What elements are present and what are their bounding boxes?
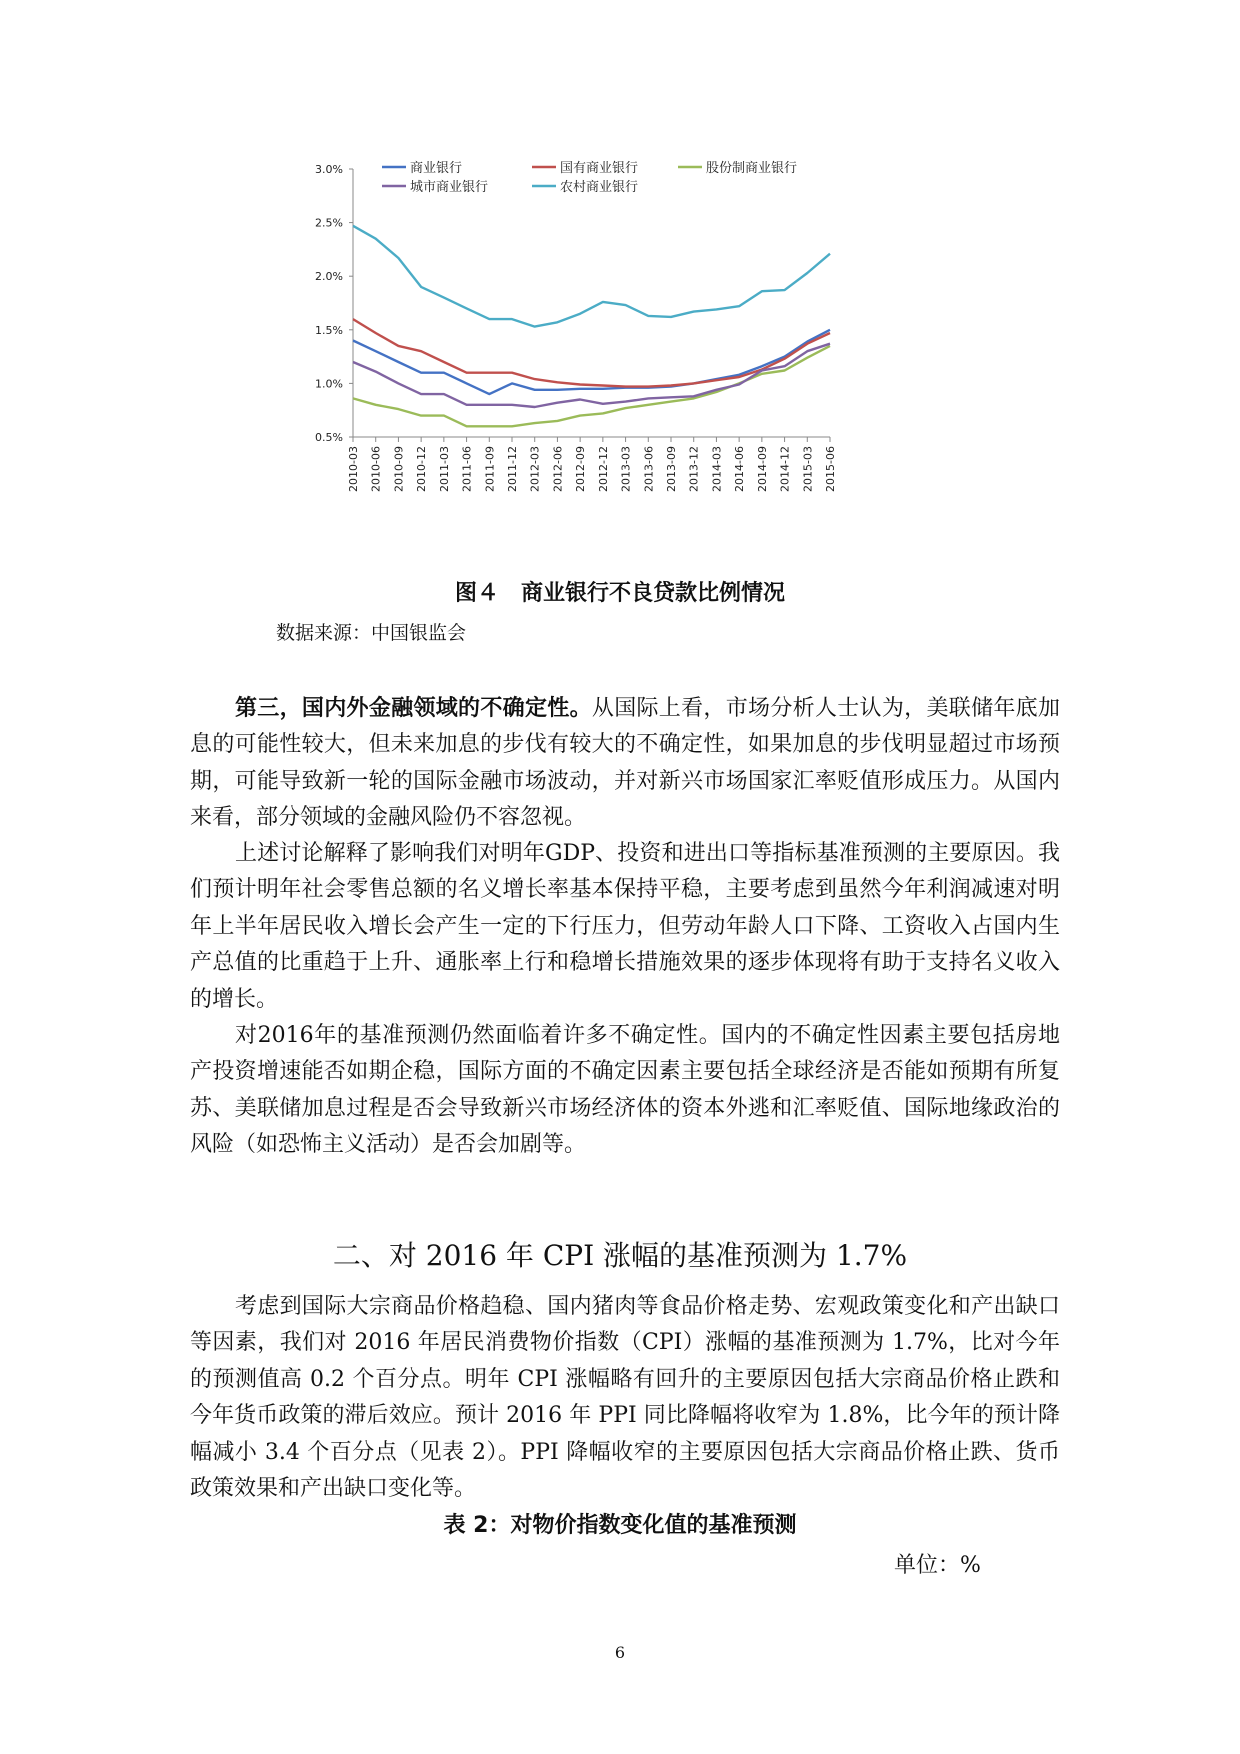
x-tick-label: 2014-12: [778, 446, 792, 492]
x-tick-label: 2015-03: [801, 446, 815, 492]
legend-label: 城市商业银行: [410, 180, 489, 195]
y-tick-label: 3.0%: [315, 163, 343, 176]
x-tick-label: 2010-12: [415, 446, 429, 492]
y-tick-label: 0.5%: [315, 431, 343, 444]
paragraph-forecast-uncertainty: 对2016年的基准预测仍然面临着许多不确定性。国内的不确定性因素主要包括房地产投资增速能否如期企稳，国际方面的不确定因素主要包括全球经济是否能如预期有所复苏、美联储加息过程是否会导致新兴市场经济体的资本外逃和汇率贬值、国际地缘政治的风险（如恐怖主义活动）是否会加剧等。: [190, 1023, 1060, 1158]
x-tick-label: 2015-06: [824, 446, 837, 492]
data-source: 数据来源：中国银监会: [276, 622, 467, 644]
y-tick-label: 2.0%: [315, 270, 343, 284]
paragraph-uncertainty: [190, 690, 1060, 837]
unit-label: 单位：%: [894, 1553, 981, 1578]
x-tick-label: 2011-06: [460, 446, 474, 492]
paragraph-text: 从国际上看，市场分析人士认为，美联储年底加息的可能性较大，但未来加息的步伐有较大的不确定性，如果加息的步伐明显超过市场预期，可能导致新一轮的国际金融市场波动，并对新兴市场国家汇率贬值形成压力。从国内来看，部分领域的金融风险仍不容忽视。: [190, 696, 1060, 831]
x-tick-label: 2012-06: [551, 446, 565, 492]
section-heading: 二、对 2016 年 CPI 涨幅的基准预测为 1.7%: [332, 1239, 908, 1272]
x-tick-label: 2010-03: [347, 446, 360, 492]
line-chart-svg: [300, 150, 960, 570]
page-number: 6: [614, 1643, 626, 1662]
x-tick-label: 2010-06: [369, 446, 383, 492]
y-tick-label: 1.0%: [315, 377, 343, 391]
legend-label: 国有商业银行: [560, 161, 639, 176]
series-line: [353, 226, 830, 327]
x-tick-label: 2014-06: [733, 446, 747, 492]
x-tick-label: 2011-03: [437, 446, 451, 492]
y-tick-label: 2.5%: [315, 216, 343, 230]
x-tick-label: 2011-12: [506, 446, 519, 492]
x-tick-label: 2014-09: [755, 446, 769, 492]
x-tick-label: 2012-09: [574, 446, 588, 492]
x-tick-label: 2010-09: [392, 446, 406, 492]
figure-caption: 图４ 商业银行不良贷款比例情况: [454, 581, 785, 606]
x-tick-label: 2013-06: [642, 446, 656, 492]
npl-ratio-chart: [300, 150, 960, 570]
paragraph-discussion: 上述讨论解释了影响我们对明年GDP、投资和进出口等指标基准预测的主要原因。我们预计明年社会零售总额的名义增长率基本保持平稳，主要考虑到虽然今年利润减速对明年上半年居民收入增长会产生一定的下行压力，但劳动年龄人口下降、工资收入占国内生产总值的比重趋于上升、通胀率上行和稳增长措施效果的逐步体现将有助于支持名义收入的增长。: [190, 841, 1060, 1012]
x-tick-label: 2011-09: [483, 446, 497, 492]
x-tick-label: 2013-03: [619, 446, 633, 492]
legend-label: 商业银行: [410, 161, 463, 176]
paragraph-lead: 第三，国内外金融领域的不确定性。: [235, 695, 592, 721]
y-tick-label: 1.5%: [315, 323, 343, 337]
table-caption: 表 2：对物价指数变化值的基准预测: [443, 1513, 797, 1538]
paragraph-cpi-forecast: 考虑到国际大宗商品价格趋稳、国内猪肉等食品价格走势、宏观政策变化和产出缺口等因素，我们对 2016 年居民消费物价指数（CPI）涨幅的基准预测为 1.7%，比对今年的预测值高 0.2 个百分点。明年 CPI 涨幅略有回升的主要原因包括大宗商品价格止跌和今年货币政策的滞后效应。预计 2016 年 PPI 同比降幅将收窄为 1.8%，比今年的预计降幅减小 3.4 个百分点（见表 2）。PPI 降幅收窄的主要原因包括大宗商品价格止跌、货币政策效果和产出缺口变化等。: [190, 1294, 1060, 1502]
x-tick-label: 2014-03: [710, 446, 724, 492]
legend-label: 农村商业银行: [560, 180, 639, 195]
x-tick-label: 2012-12: [596, 446, 610, 492]
x-tick-label: 2013-09: [665, 446, 678, 492]
x-tick-label: 2013-12: [687, 446, 701, 492]
legend-label: 股份制商业银行: [706, 161, 798, 176]
x-tick-label: 2012-03: [528, 446, 542, 492]
